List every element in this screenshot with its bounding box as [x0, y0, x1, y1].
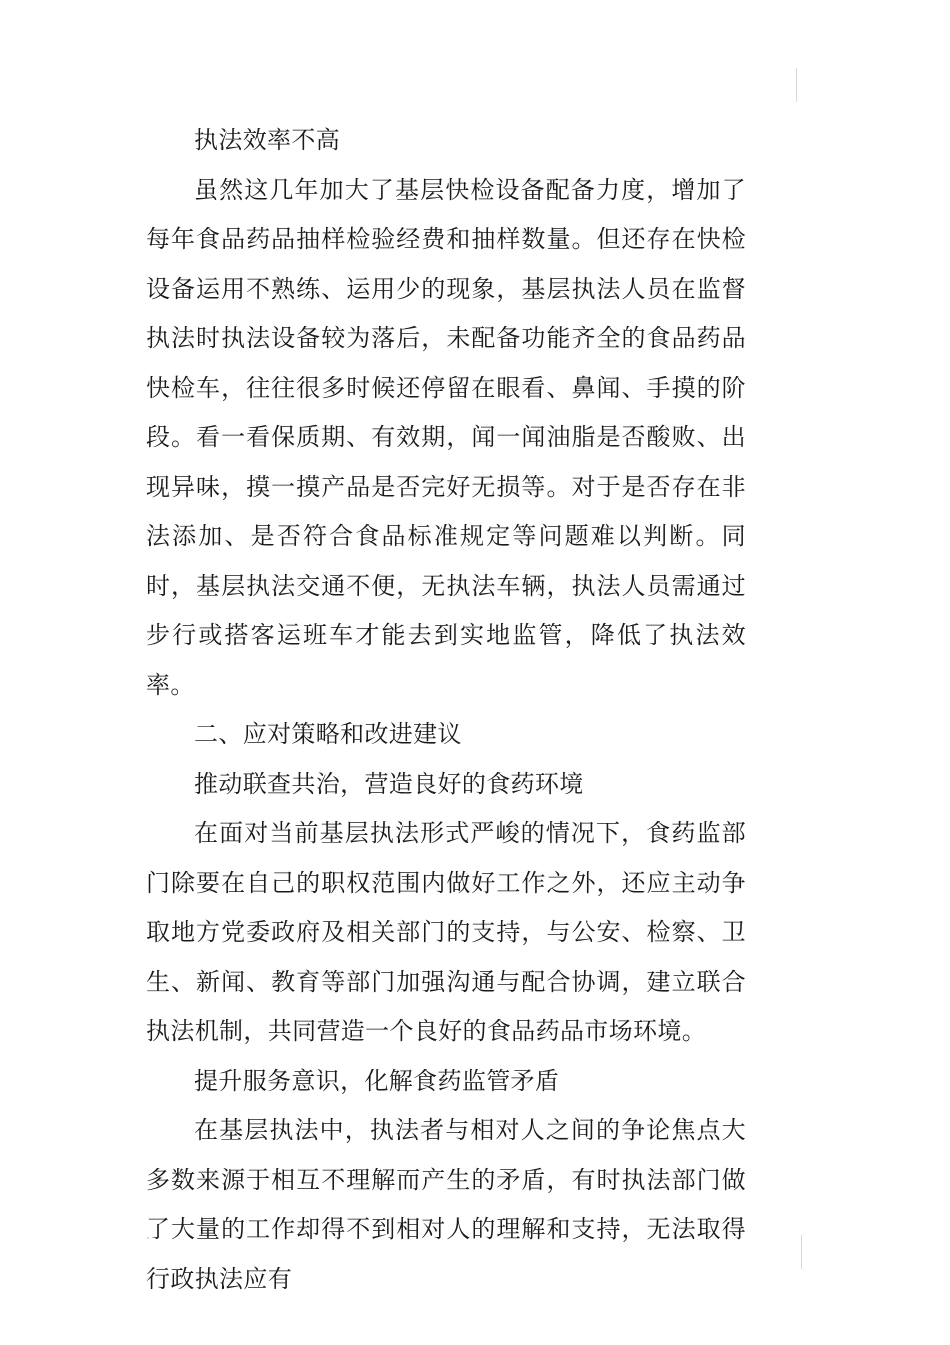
paragraph-service-awareness-body: 在基层执法中，执法者与相对人之间的争论焦点大多数来源于相互不理解而产生的矛盾，有时执法部门做了大量的工作却得不到相对人的理解和支持，无法取得行政执法应有: [146, 1116, 746, 1293]
section-heading-efficiency: 执法效率不高: [194, 126, 341, 154]
subheading-joint-governance: 推动联查共治，营造良好的食药环境: [194, 769, 584, 798]
document-body: [146, 116, 746, 1304]
section-heading-strategies: 二、应对策略和改进建议: [194, 720, 462, 748]
page-corner-mark-top: [796, 68, 797, 102]
paragraph-efficiency-body: 虽然这几年加大了基层快检设备配备力度，增加了每年食品药品抽样检验经费和抽样数量。但还存在快检设备运用不熟练、运用少的现象，基层执法人员在监督执法时执法设备较为落后，未配备功能齐全的食品药品快检车，往往很多时候还停留在眼看、鼻闻、手摸的阶段。看一看保质期、有效期，闻一闻油脂是否酸败、出现异味，摸一摸产品是否完好无损等。对于是否存在非法添加、是否符合食品标准规定等问题难以判断。同时，基层执法交通不便，无执法车辆，执法人员需通过步行或搭客运班车才能去到实地监管，降低了执法效率。: [146, 175, 746, 699]
subheading-service-awareness: 提升服务意识，化解食药监管矛盾: [194, 1066, 560, 1095]
paragraph-joint-governance-body: 在面对当前基层执法形式严峻的情况下，食药监部门除要在自己的职权范围内做好工作之外，还应主动争取地方党委政府及相关部门的支持，与公安、检察、卫生、新闻、教育等部门加强沟通与配合协调，建立联合执法机制，共同营造一个良好的食品药品市场环境。: [146, 819, 746, 1045]
page-corner-mark-bottom: [801, 1235, 802, 1269]
